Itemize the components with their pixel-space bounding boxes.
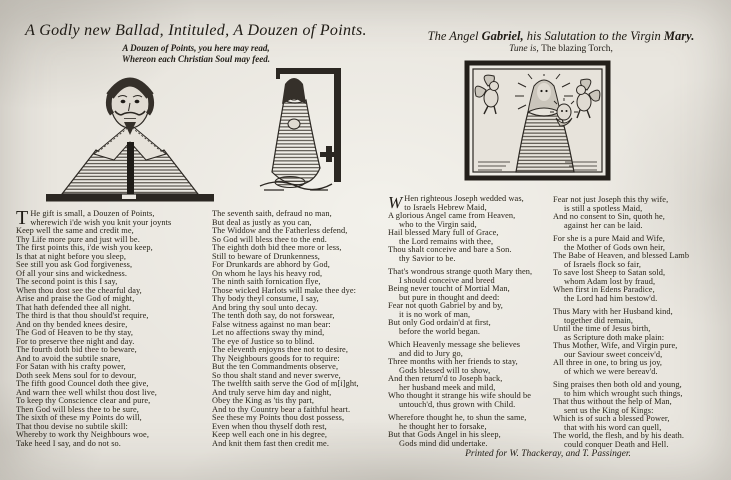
verse-line: Keep well each one in his degree,: [212, 430, 328, 439]
verse-line: Thy body theyl consume, I say,: [212, 294, 319, 303]
verse-line: And knit them fast then credit me.: [212, 438, 329, 448]
verse-line: The God of Heaven to be thy stay,: [16, 328, 134, 337]
verse-line: sent us the King of Kings:: [564, 405, 654, 415]
verse-line: the Mother of Gods own heir,: [564, 242, 666, 252]
verse-line: But deal as justly as you can,: [212, 217, 312, 227]
verse-line: For to preserve thee night and day.: [16, 336, 135, 346]
left-ballad-subtitle-line2: Whereon each Christian Soul may feed.: [121, 54, 270, 64]
verse-line: Arise and praise the God of might,: [16, 294, 135, 303]
verse-column-2: [212, 210, 390, 448]
stanza: [388, 414, 560, 448]
verse-line: False witness against no man bear:: [212, 319, 331, 329]
verse-line: The sixth of these my Points do will,: [16, 413, 142, 422]
verse-line: Sing praises then both old and young,: [553, 380, 682, 389]
imprint-line: Printed for W. Thackeray, and T. Passinger.: [465, 449, 631, 459]
verse-line: before the world began.: [399, 326, 481, 336]
verse-column-4: [553, 196, 729, 454]
verse-line: The tenth doth say, do not forswear,: [212, 311, 335, 320]
verse-line: For she is a pure Maid and Wife,: [553, 234, 665, 243]
verse-line: together did remain,: [564, 315, 634, 325]
verse-line: the Lord remains with thee,: [399, 236, 494, 246]
text-segment: The blazing Torch,: [541, 44, 613, 54]
verse-column-1: [16, 207, 208, 448]
verse-line: of Israels flock so fair,: [564, 259, 642, 269]
stanza: [388, 341, 560, 409]
verse-line: The second point is this I say,: [16, 277, 118, 286]
verse-line: On whom he lays his heavy rod,: [212, 268, 323, 278]
verse-line: Is that at night before you sleep,: [16, 251, 127, 261]
verse-line: When first in Edens Paradice,: [553, 285, 655, 294]
verse-line: The third is that thou should'st require,: [16, 311, 149, 320]
verse-line: our Saviour sweet conceiv'd,: [564, 349, 663, 359]
verse-line: Still to beware of Drunkenness,: [212, 251, 320, 261]
text-segment: Gabriel,: [481, 29, 524, 43]
verse-line: it is no work of man,: [399, 309, 471, 319]
dropcap-initial-T: T: [16, 207, 29, 229]
verse-line: Obey the King as 'tis thy part,: [212, 396, 315, 405]
verse-line: The world, the flesh, and by his death.: [553, 431, 685, 440]
verse-line: So God will bless thee to the end.: [212, 234, 327, 244]
verse-line: And truly serve him day and night,: [212, 387, 332, 397]
verse-line: against her can be laid.: [564, 220, 643, 230]
verse-stanzas: [388, 195, 560, 448]
dropcap-initial-W: W: [388, 193, 403, 212]
verse-line: That thou devise no subtile skill:: [16, 421, 128, 431]
verse-line: Three months with her friends to stay,: [388, 357, 518, 366]
stanza: [553, 308, 729, 376]
verse-line: The Widdow and the Fatherless defend,: [212, 226, 348, 235]
verse-line: as Scripture doth make plain:: [564, 332, 665, 342]
verse-line: I should conceive and breed: [399, 275, 495, 285]
verse-line: The fourth doth bid thee to beware,: [16, 345, 137, 354]
verse-line: the Lord had him bestow'd.: [564, 293, 658, 303]
verse-line: So thou shalt stand and never swerve,: [212, 370, 341, 380]
verse-line: When thou dost see the chearful day,: [16, 285, 142, 295]
verse-line: But the ten Commandments observe,: [212, 362, 339, 371]
verse-line: Being never toucht of Mortial Man,: [388, 284, 510, 293]
verse-line: The seventh saith, defraud no man,: [212, 209, 332, 218]
verse-line: To keep thy Conscience clear and pure,: [16, 396, 151, 405]
verse-line: and did to Jury go,: [399, 348, 463, 358]
verse-line: All three in one, to bring us joy,: [553, 358, 663, 367]
left-ballad-subtitle-line1: A Douzen of Points, you here may read,: [122, 43, 270, 53]
stanza: [553, 196, 729, 230]
stanza: [553, 235, 729, 303]
man-portrait-woodcut: [44, 66, 216, 204]
verse-line: The Babe of Heaven, and blessed Lamb: [553, 251, 690, 260]
text-segment: The Angel: [427, 29, 482, 43]
verse-line: but pure in thought and deed:: [399, 292, 500, 302]
verse-line: her husband meek and mild,: [399, 382, 496, 392]
stanza: [388, 195, 560, 263]
verse-line: Gods blessed will to show,: [399, 365, 491, 375]
verse-line: That thus without the help of Man,: [553, 397, 672, 406]
verse-line: wherewich i'de wish you knit your joynts: [30, 217, 172, 227]
verse-line: Wherefore thought he, to shun the same,: [388, 413, 527, 422]
verse-line: thy Savior to be.: [399, 253, 456, 263]
verse-line: For Satan with his crafty power,: [16, 362, 126, 371]
verse-line: Thy Life more pure and just will be.: [16, 234, 140, 244]
verse-line: But only God ordain'd at first,: [388, 318, 491, 327]
verse-line: Then God will bless thee to be sure,: [16, 404, 139, 414]
right-ballad-title: [400, 29, 722, 44]
verse-line: he thought her to forsake,: [399, 421, 487, 431]
verse-line: Fear not just Joseph this thy wife,: [553, 195, 669, 204]
verse-line: is still a spotless Maid,: [564, 203, 643, 213]
verse-line: Those wicked Harlots will make thee dye:: [212, 285, 357, 295]
text-segment: Mary.: [663, 29, 695, 43]
verse-line: Of all your sins and wickedness.: [16, 268, 128, 278]
verse-line: Take heed I say, and do not so.: [16, 438, 121, 448]
verse-line: untouch'd, thus grown with Child.: [399, 399, 516, 409]
verse-line: The first points this, i'de wish you keep,: [16, 243, 153, 252]
verse-line: Gods mind did undertake.: [399, 438, 488, 448]
verse-line: The ninth saith fornication flye,: [212, 277, 321, 286]
verse-line: who to the Virgin said,: [399, 219, 477, 229]
verse-line: The fifth good Councel doth thee give,: [16, 379, 149, 388]
verse-line: The eleventh enjoyns thee not to desire,: [212, 345, 349, 354]
text-segment: Tune is,: [509, 44, 542, 54]
verse-line: The twelfth saith serve the God of m[i]ght,: [212, 379, 359, 388]
verse-line: The eye of Justice so to blind.: [212, 336, 315, 346]
verse-line: And to avoid the subtile snare,: [16, 353, 121, 363]
verse-line: Let no affections sway thy mind,: [212, 328, 325, 337]
verse-line: Which Heavenly message she believes: [388, 340, 521, 349]
verse-line: Hail blessed Mary full of Grace,: [388, 228, 499, 237]
verse-line: But that Gods Angel in his sleep,: [388, 430, 501, 439]
verse-line: And no consent to Sin, quoth he,: [553, 212, 665, 221]
verse-line: Fear not quoth Gabriel by and by,: [388, 301, 503, 310]
verse-line: of which we were bereav'd.: [564, 366, 658, 376]
verse-line: Keep well the same and credit me,: [16, 226, 134, 235]
verse-line: That's wondrous strange quoth Mary then,: [388, 267, 533, 276]
left-ballad-title: A Godly new Ballad, Intituled, A Douzen of Points.: [25, 22, 367, 39]
verse-line: to him which wrought such things,: [564, 388, 683, 398]
text-segment: his Salutation to the Virgin: [523, 29, 664, 43]
verse-line: Until the time of Jesus birth,: [553, 324, 651, 333]
verse-line: That hath defended thee all night.: [16, 302, 131, 312]
virgin-mary-with-child-woodcut: [464, 60, 611, 181]
verse-line: Thou shalt conceive and bare a Son.: [388, 245, 512, 254]
verse-line: could conquer Death and Hell.: [564, 439, 669, 449]
verse-line: See these my Points thou dost possess,: [212, 413, 345, 422]
verse-line: And to thy Country bear a faithful heart.: [212, 404, 351, 414]
verse-column-3: [388, 195, 560, 453]
verse-line: Thy Neighbours goods for to require:: [212, 353, 340, 363]
verse-line: Thus Mother, Wife, and Virgin pure,: [553, 341, 678, 350]
verse-line: For Drunkards are abhord by God,: [212, 260, 330, 269]
verse-lines: [16, 207, 208, 448]
verse-line: And bring thy soul unto decay.: [212, 302, 318, 312]
verse-line: Which is of such a blessed Power,: [553, 414, 670, 423]
verse-line: He gift is small, a Douzen of Points,: [30, 209, 155, 218]
verse-line: See still you ask God forgiveness,: [16, 260, 133, 269]
verse-line: And warn thee well whilst thou dost live,: [16, 387, 157, 397]
verse-line: to Israels Hebrew Maid,: [404, 202, 487, 212]
verse-line: Doth seek Mens soul for to devour,: [16, 370, 137, 380]
verse-line: whom Adam lost by fraud,: [564, 276, 656, 286]
verse-line: Thus Mary with her Husband kind,: [553, 307, 673, 316]
verse-line: A glorious Angel came from Heaven,: [388, 211, 516, 220]
stanza: [553, 381, 729, 449]
verse-line: To save lost Sheep to Satan sold,: [553, 268, 666, 277]
verse-line: The eighth doth bid thee more or less,: [212, 243, 342, 252]
left-ballad-subtitle: [0, 43, 392, 65]
verse-line: Who thought it strange his wife should be: [388, 391, 532, 400]
stanza: [388, 268, 560, 336]
praying-figure-woodcut: [250, 64, 358, 194]
verse-line: And on thy bended knees desire,: [16, 319, 128, 329]
verse-line: that with his word can quell,: [564, 422, 662, 432]
verse-line: Hen righteous Joseph wedded was,: [404, 194, 524, 203]
verse-line: Whereby to work thy Neighbours woe,: [16, 430, 149, 439]
tune-line: [400, 44, 722, 54]
verse-line: Even when thou thyself doth rest,: [212, 421, 327, 431]
verse-line: And then return'd to Joseph back,: [388, 374, 503, 383]
